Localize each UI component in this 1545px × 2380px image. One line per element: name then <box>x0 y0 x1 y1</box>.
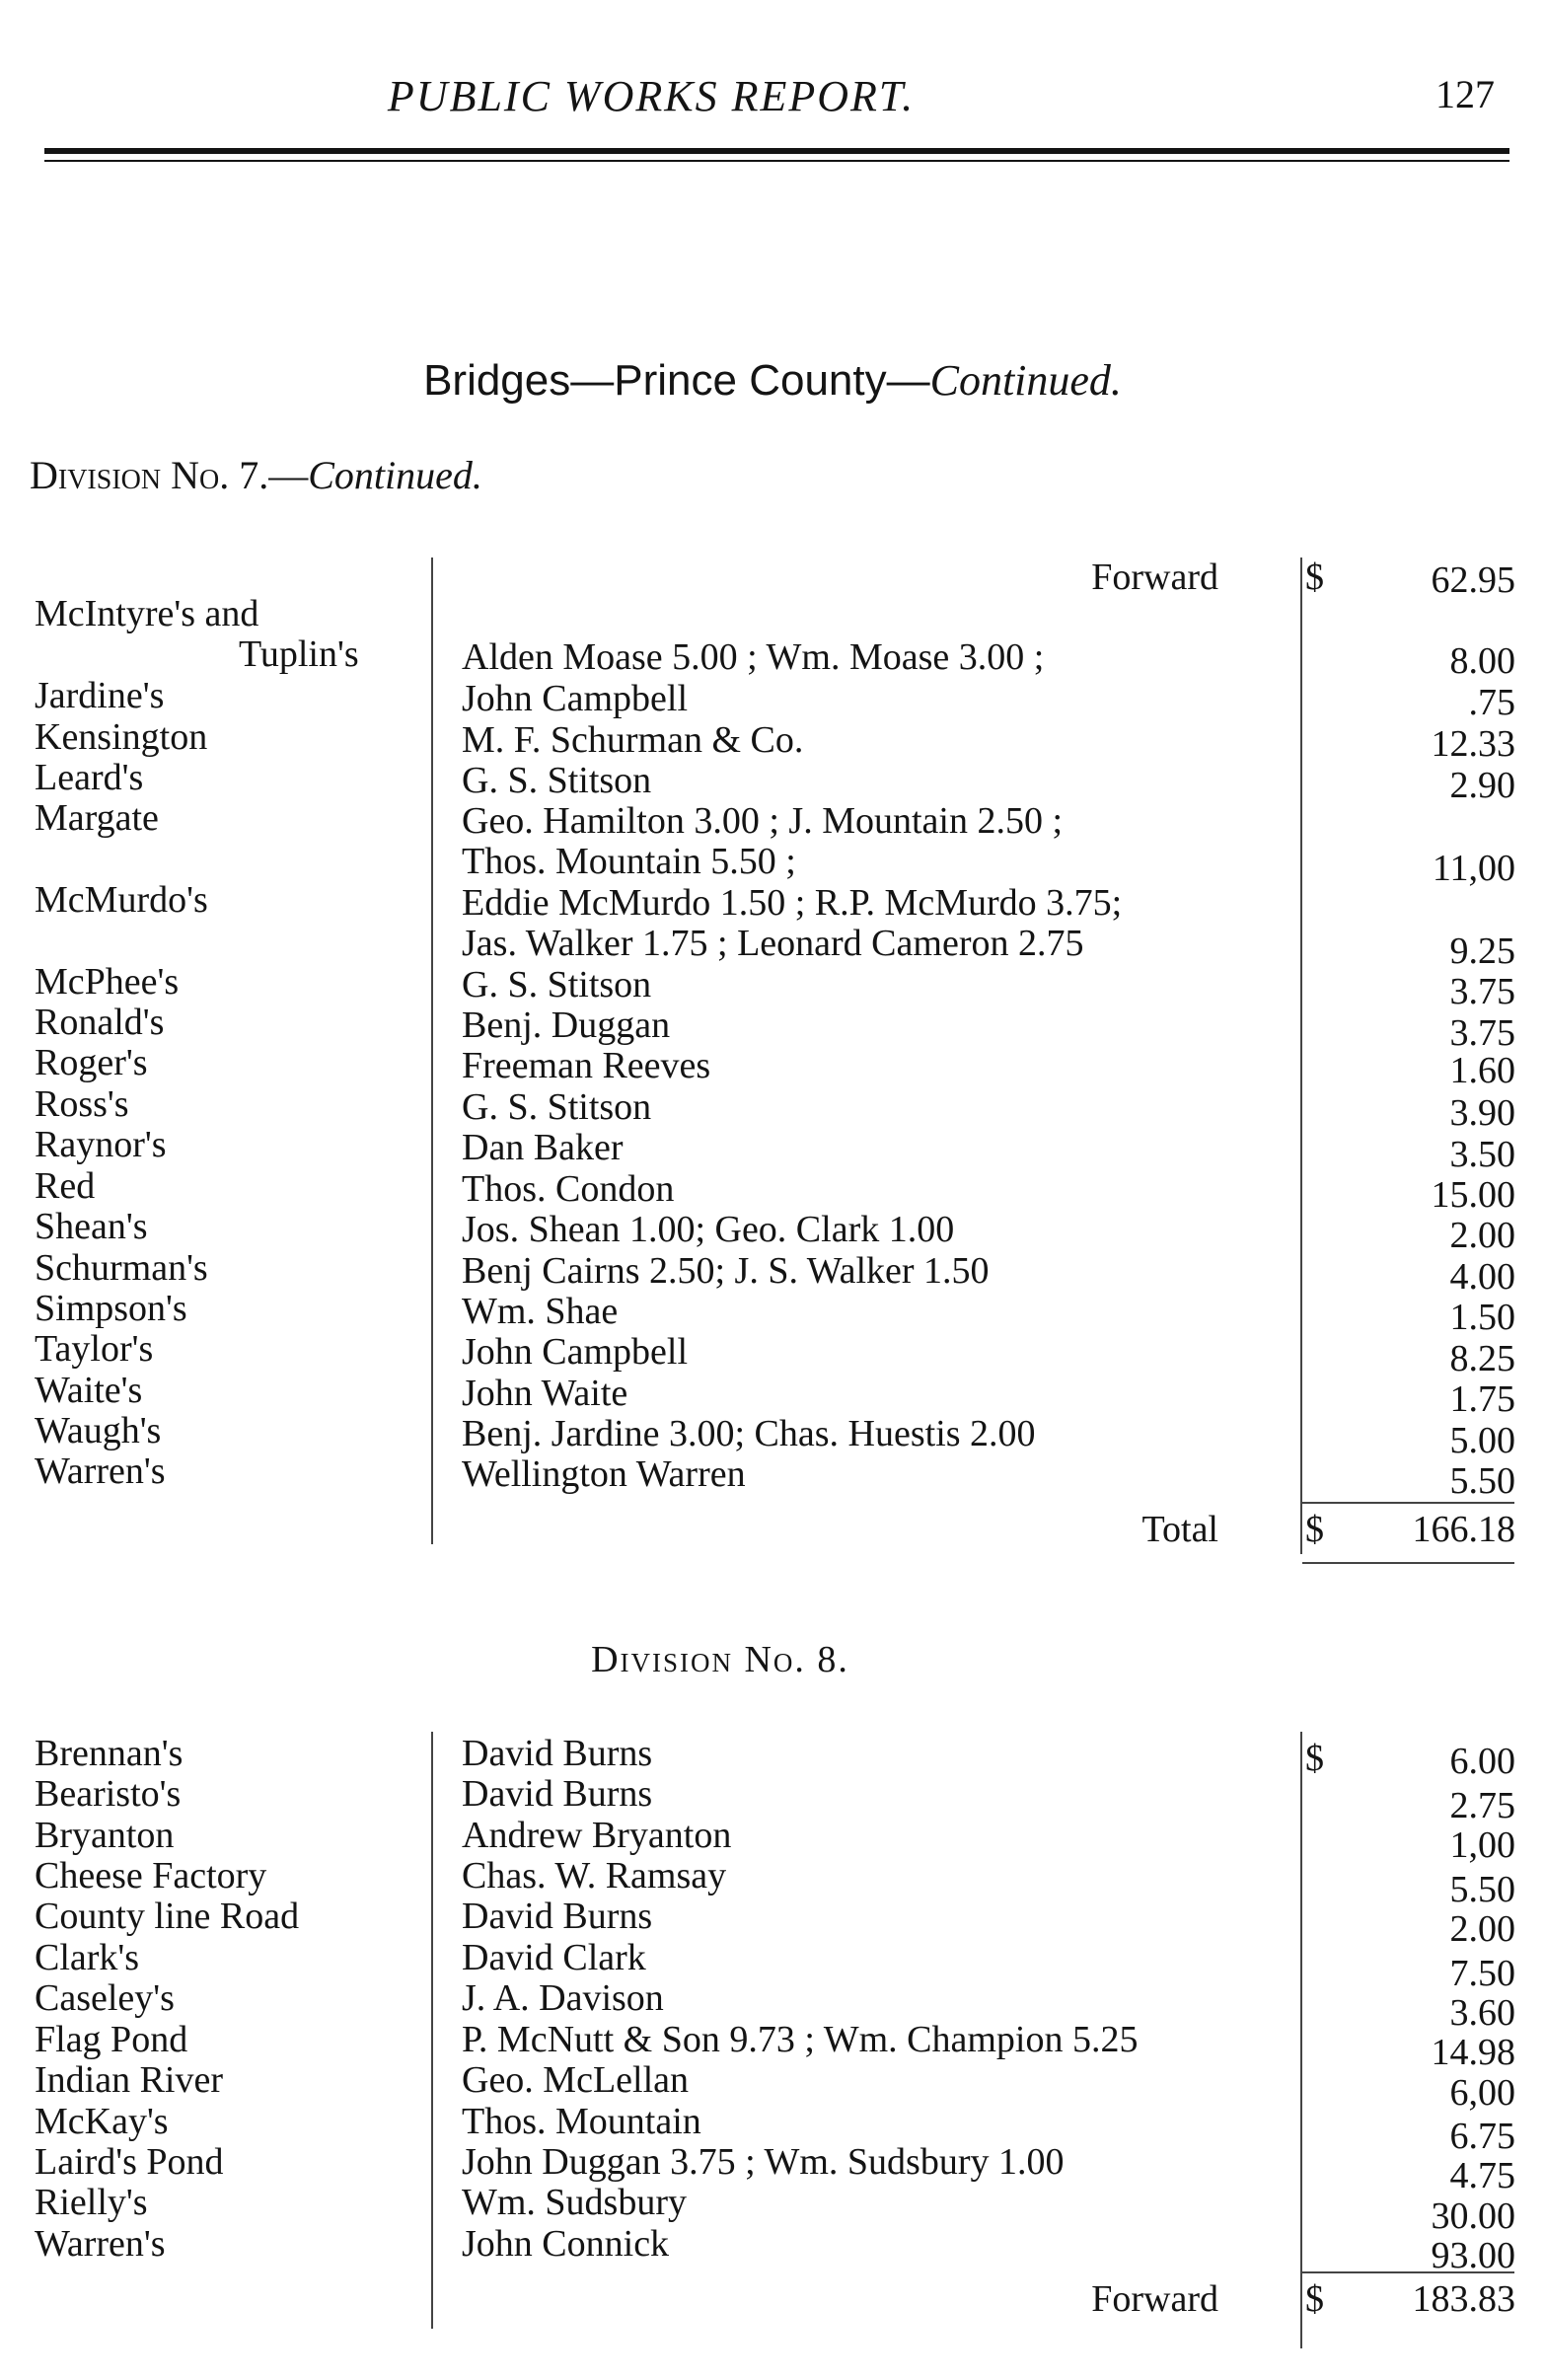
total-label: Total <box>1141 1509 1218 1550</box>
amount: 3.75 <box>1449 1012 1515 1054</box>
bridge-name: Taylor's <box>35 1328 154 1370</box>
forward-amount: 62.95 <box>1431 559 1515 601</box>
payee: Benj Cairns 2.50; J. S. Walker 1.50 <box>462 1250 990 1292</box>
bridge-name: Brennan's <box>35 1733 184 1774</box>
payee: M. F. Schurman & Co. <box>462 719 804 761</box>
payee: Jas. Walker 1.75 ; Leonard Cameron 2.75 <box>462 923 1084 964</box>
payee: G. S. Stitson <box>462 1086 652 1128</box>
total-rule <box>1302 1502 1514 1504</box>
bridge-name: Rielly's <box>35 2182 148 2223</box>
payee: John Connick <box>462 2223 670 2265</box>
section-heading <box>0 355 1545 406</box>
amount: 9.25 <box>1449 930 1515 972</box>
payee: Wm. Shae <box>462 1291 619 1332</box>
bridge-name: Waugh's <box>35 1410 162 1451</box>
section-heading-continued: Continued. <box>929 356 1122 405</box>
payee: Thos. Mountain <box>462 2101 701 2142</box>
amount: 8.00 <box>1449 640 1515 682</box>
forward-amount: 183.83 <box>1412 2278 1515 2320</box>
bridge-name: Warren's <box>35 2223 166 2265</box>
amount: 2.00 <box>1449 1908 1515 1950</box>
amount: 3.90 <box>1449 1092 1515 1134</box>
amount: 6,00 <box>1449 2072 1515 2114</box>
bridge-name: Bearisto's <box>35 1773 182 1815</box>
column-rule-left <box>431 558 433 1544</box>
amount: 93.00 <box>1431 2235 1515 2276</box>
payee: G. S. Stitson <box>462 760 652 801</box>
amount: 1,00 <box>1449 1824 1515 1866</box>
division-8-label: Division No. 8. <box>591 1639 849 1680</box>
payee: Eddie McMurdo 1.50 ; R.P. McMurdo 3.75; <box>462 882 1123 924</box>
amount: 8.25 <box>1449 1338 1515 1379</box>
payee: David Burns <box>462 1896 653 1937</box>
payee: David Clark <box>462 1937 646 1978</box>
running-title: PUBLIC WORKS REPORT. <box>387 72 916 120</box>
amount: 5.50 <box>1449 1869 1515 1910</box>
payee: Thos. Condon <box>462 1168 675 1210</box>
bridge-name: Cheese Factory <box>35 1855 267 1897</box>
bridge-name: Raynor's <box>35 1124 167 1165</box>
amount: 5.50 <box>1449 1460 1515 1502</box>
dollar-sign: $ <box>1305 557 1324 598</box>
page-number: 127 <box>1435 72 1495 116</box>
amount: 15.00 <box>1431 1174 1515 1216</box>
bridge-name: Jardine's <box>35 675 165 716</box>
bridge-name: Bryanton <box>35 1815 175 1856</box>
payee: Geo. Hamilton 3.00 ; J. Mountain 2.50 ; <box>462 800 1064 842</box>
bridge-name: Indian River <box>35 2059 224 2101</box>
bridge-name: Laird's Pond <box>35 2141 224 2183</box>
amount: .75 <box>1468 682 1515 723</box>
payee: Dan Baker <box>462 1127 624 1168</box>
payee: John Waite <box>462 1373 628 1414</box>
payee: Wellington Warren <box>462 1453 746 1495</box>
amount: 2.75 <box>1449 1785 1515 1826</box>
bridge-name: Tuplin's <box>239 633 359 675</box>
amount: 30.00 <box>1431 2195 1515 2237</box>
dollar-sign: $ <box>1305 2278 1324 2320</box>
payee: Chas. W. Ramsay <box>462 1855 727 1897</box>
amount: 1.75 <box>1449 1378 1515 1420</box>
bridge-name: Ronald's <box>35 1002 165 1043</box>
division-7-title: Division No. 7.— <box>30 453 309 497</box>
dollar-sign: $ <box>1305 1509 1324 1550</box>
amount: 1.50 <box>1449 1297 1515 1338</box>
payee: Benj. Duggan <box>462 1004 671 1046</box>
amount: 6.75 <box>1449 2116 1515 2157</box>
bridge-name: McPhee's <box>35 961 180 1003</box>
payee: David Burns <box>462 1733 653 1774</box>
forward-label: Forward <box>1091 2278 1218 2320</box>
forward-label: Forward <box>1091 557 1218 598</box>
payee: Geo. McLellan <box>462 2059 690 2101</box>
payee: John Duggan 3.75 ; Wm. Sudsbury 1.00 <box>462 2141 1065 2183</box>
payee: David Burns <box>462 1773 653 1815</box>
column-rule-left-div8 <box>431 1732 433 2329</box>
bridge-name: Flag Pond <box>35 2019 188 2060</box>
bridge-name: McMurdo's <box>35 879 208 921</box>
bridge-name: Warren's <box>35 1450 166 1492</box>
bridge-name: Roger's <box>35 1042 148 1083</box>
bridge-name: Clark's <box>35 1937 140 1978</box>
payee: Alden Moase 5.00 ; Wm. Moase 3.00 ; <box>462 636 1045 678</box>
bridge-name: Kensington <box>35 716 208 758</box>
header-rule <box>44 148 1509 154</box>
bridge-name: Caseley's <box>35 1977 175 2019</box>
payee: Andrew Bryanton <box>462 1815 732 1856</box>
bridge-name: Simpson's <box>35 1288 187 1329</box>
payee: G. S. Stitson <box>462 964 652 1005</box>
bridge-name: Shean's <box>35 1206 148 1247</box>
division-7-label <box>30 452 482 498</box>
payee: Wm. Sudsbury <box>462 2182 687 2223</box>
payee: Thos. Mountain 5.50 ; <box>462 841 796 882</box>
total-amount: 166.18 <box>1412 1509 1515 1550</box>
amount: 6.00 <box>1449 1741 1515 1782</box>
amount: 3.60 <box>1449 1992 1515 2034</box>
amount: 2.90 <box>1449 765 1515 806</box>
payee: Benj. Jardine 3.00; Chas. Huestis 2.00 <box>462 1413 1036 1454</box>
division-7-continued: Continued. <box>308 453 482 497</box>
amount: 7.50 <box>1449 1953 1515 1994</box>
amount: 11,00 <box>1432 848 1515 889</box>
payee: John Campbell <box>462 1331 689 1373</box>
amount: 5.00 <box>1449 1420 1515 1461</box>
bridge-name: Ross's <box>35 1083 129 1125</box>
amount: 12.33 <box>1431 723 1515 765</box>
amount: 3.75 <box>1449 971 1515 1012</box>
payee: J. A. Davison <box>462 1977 664 2019</box>
amount: 1.60 <box>1449 1050 1515 1091</box>
header-rule-thin <box>44 160 1509 162</box>
payee: John Campbell <box>462 678 689 719</box>
section-heading-main: Bridges—Prince County— <box>423 356 930 405</box>
amount: 4.75 <box>1449 2155 1515 2196</box>
total-underline <box>1302 1562 1514 1564</box>
amount: 3.50 <box>1449 1134 1515 1175</box>
payee: Jos. Shean 1.00; Geo. Clark 1.00 <box>462 1209 955 1250</box>
bridge-name: County line Road <box>35 1896 300 1937</box>
bridge-name: Red <box>35 1165 96 1207</box>
bridge-name: Leard's <box>35 757 144 798</box>
bridge-name: Waite's <box>35 1370 143 1411</box>
bridge-name: McKay's <box>35 2101 169 2142</box>
bridge-name: Margate <box>35 797 159 839</box>
amount: 2.00 <box>1449 1215 1515 1256</box>
amount: 14.98 <box>1431 2032 1515 2073</box>
amount: 4.00 <box>1449 1256 1515 1298</box>
payee: Freeman Reeves <box>462 1045 711 1086</box>
payee: P. McNutt & Son 9.73 ; Wm. Champion 5.25 <box>462 2019 1139 2060</box>
bridge-name: McIntyre's and <box>35 593 259 634</box>
bridge-name: Schurman's <box>35 1247 208 1289</box>
dollar-sign: $ <box>1305 1738 1324 1779</box>
